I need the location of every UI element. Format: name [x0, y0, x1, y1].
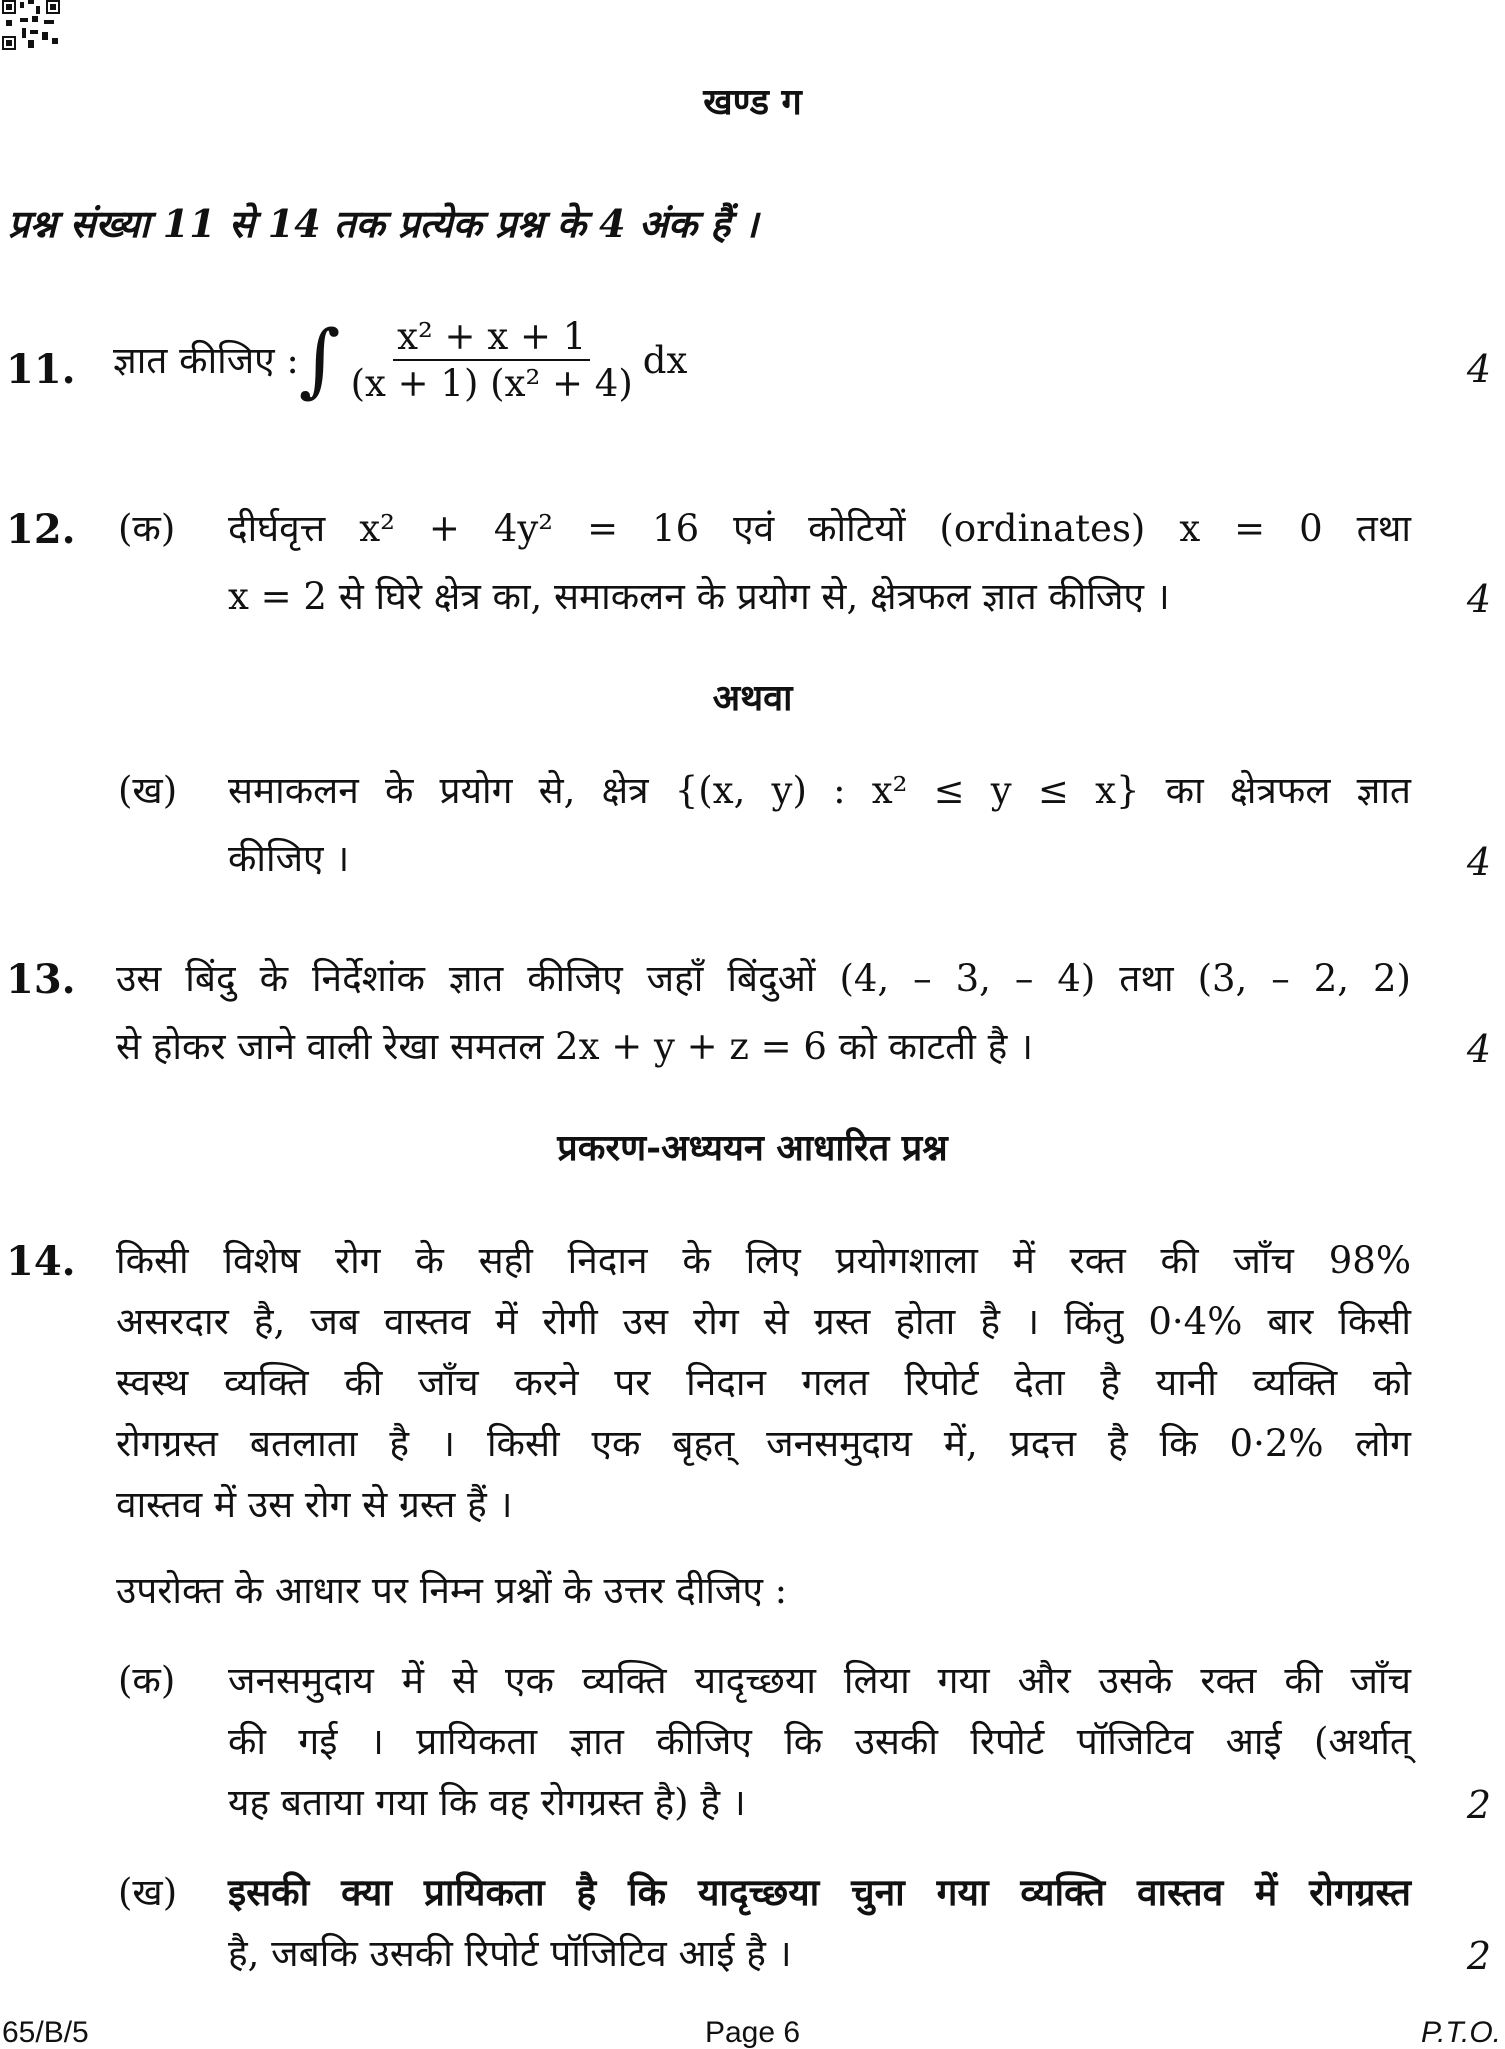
- q12-number: 12.: [6, 506, 76, 553]
- footer-page-number: Page 6: [704, 2016, 801, 2049]
- q11-fraction: [347, 315, 637, 405]
- q11-numerator: x² + x + 1: [393, 318, 590, 361]
- qr-code-icon: [2, 0, 60, 50]
- q11-marks: 4: [1466, 347, 1491, 391]
- q13-line: उस बिंदु के निर्देशांक ज्ञात कीजिए जहाँ बिंदुओं (4, – 3, – 4) तथा (3, – 2, 2): [116, 957, 1411, 1000]
- q14-line: स्वस्थ व्यक्ति की जाँच करने पर निदान गलत रिपोर्ट देता है यानी व्यक्ति को: [116, 1361, 1411, 1404]
- q14-b-marks: 2: [1466, 1934, 1491, 1978]
- q14-a-label: (क): [118, 1659, 176, 1702]
- q12-b-line: कीजिए ।: [228, 837, 350, 880]
- instruction: प्रश्न संख्या 11 से 14 तक प्रत्येक प्रश्न के 4 अंक हैं ।: [8, 201, 759, 246]
- q12-a-line: x = 2 से घिरे क्षेत्र का, समाकलन के प्रयोग से, क्षेत्रफल ज्ञात कीजिए ।: [228, 575, 1170, 618]
- q14-line: किसी विशेष रोग के सही निदान के लिए प्रयोगशाला में रक्त की जाँच 98%: [116, 1239, 1411, 1282]
- q12-a-label: (क): [118, 507, 176, 550]
- q11-text: [113, 313, 688, 406]
- q14-b-label: (ख): [118, 1871, 178, 1914]
- q11-suffix: dx: [642, 338, 688, 382]
- q12-b-label: (ख): [118, 769, 178, 812]
- q14-a-line: यह बताया गया कि वह रोगग्रस्त है) है ।: [228, 1781, 746, 1824]
- q13-line: से होकर जाने वाली रेखा समतल 2x + y + z = 6 को काटती है ।: [116, 1025, 1034, 1068]
- q13-number: 13.: [6, 956, 76, 1003]
- or-divider: अथवा: [712, 677, 793, 719]
- q12-a-marks: 4: [1466, 577, 1491, 621]
- q11-number: 11.: [6, 346, 76, 393]
- section-title: खण्ड ग: [703, 81, 802, 123]
- q14-a-line: की गई । प्रायिकता ज्ञात कीजिए कि उसकी रिपोर्ट पॉजिटिव आई (अर्थात्: [228, 1720, 1411, 1763]
- q14-line: वास्तव में उस रोग से ग्रस्त हैं ।: [116, 1483, 513, 1526]
- footer-pto: P.T.O.: [1420, 2016, 1501, 2049]
- q14-b-line: है, जबकि उसकी रिपोर्ट पॉजिटिव आई है ।: [228, 1932, 792, 1975]
- q12-b-marks: 4: [1466, 840, 1491, 884]
- case-study-heading: प्रकरण-अध्ययन आधारित प्रश्न: [557, 1127, 948, 1169]
- q14-number: 14.: [6, 1238, 76, 1285]
- footer-paper-code: 65/B/5: [2, 2016, 89, 2049]
- integral-sign: ∫: [298, 313, 341, 406]
- q14-a-marks: 2: [1466, 1783, 1491, 1827]
- q14-b-line: इसकी क्या प्रायिकता है कि यादृच्छया चुना गया व्यक्ति वास्तव में रोगग्रस्त: [228, 1870, 1411, 1914]
- q14-prompt: उपरोक्त के आधार पर निम्न प्रश्नों के उत्तर दीजिए :: [116, 1569, 788, 1612]
- q14-line: रोगग्रस्त बतलाता है । किसी एक बृहत् जनसमुदाय में, प्रदत्त है कि 0·2% लोग: [116, 1422, 1411, 1465]
- q14-a-line: जनसमुदाय में से एक व्यक्ति यादृच्छया लिया गया और उसके रक्त की जाँच: [228, 1659, 1411, 1702]
- q11-prefix: ज्ञात कीजिए :: [113, 338, 299, 382]
- q12-a-line: दीर्घवृत्त x² + 4y² = 16 एवं कोटियों (ordinates) x = 0 तथा: [228, 507, 1411, 550]
- q13-marks: 4: [1466, 1027, 1491, 1071]
- q12-b-line: समाकलन के प्रयोग से, क्षेत्र {(x, y) : x² ≤ y ≤ x} का क्षेत्रफल ज्ञात: [228, 769, 1411, 812]
- q11-denominator: (x + 1) (x² + 4): [350, 362, 633, 405]
- q14-line: असरदार है, जब वास्तव में रोगी उस रोग से ग्रस्त होता है । किंतु 0·4% बार किसी: [116, 1300, 1411, 1343]
